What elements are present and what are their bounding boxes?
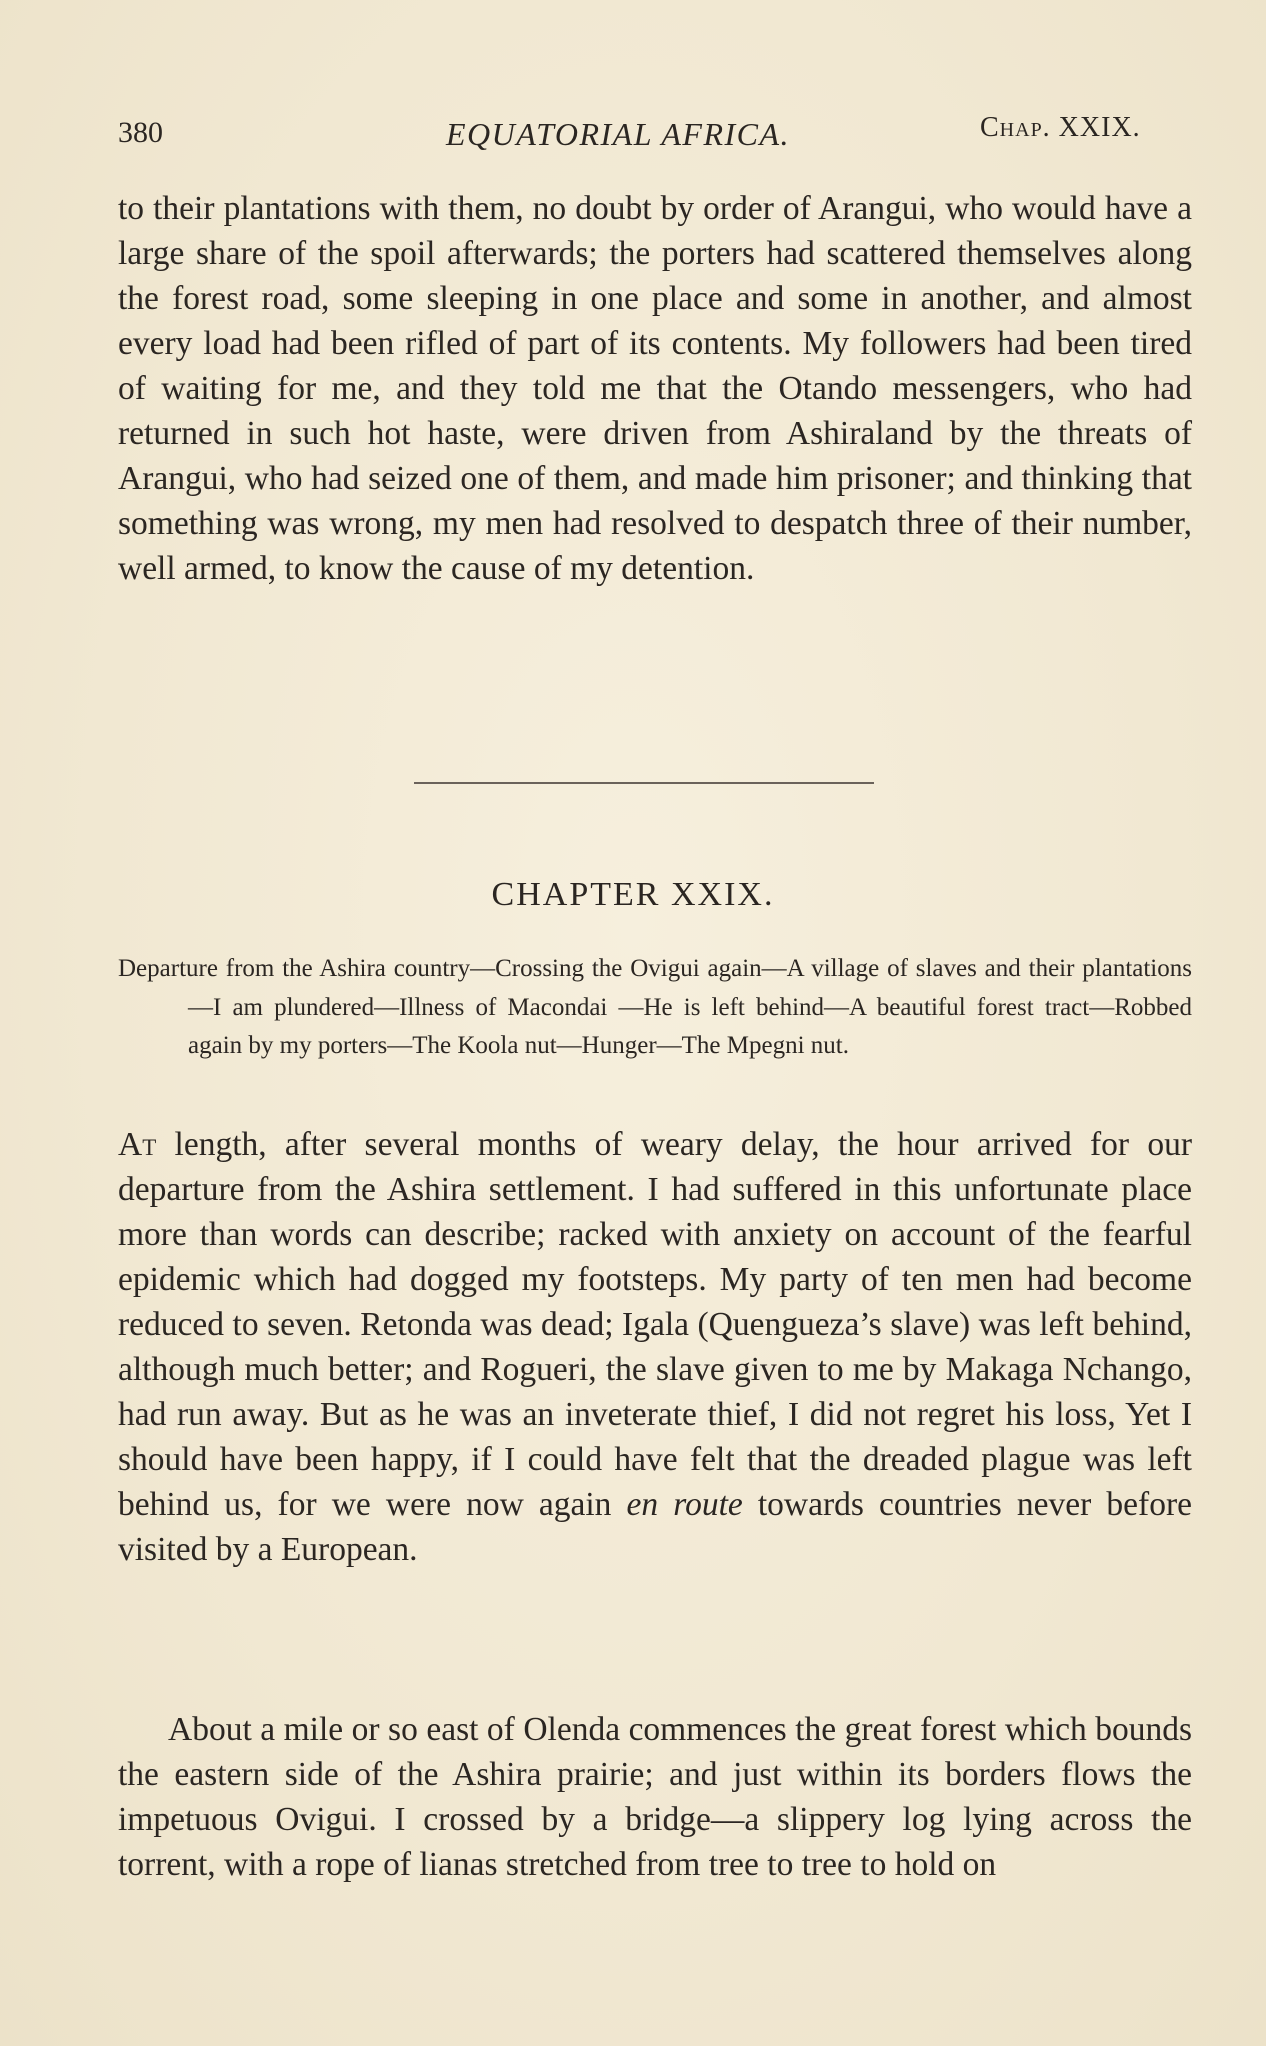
opening-paragraph <box>118 1122 1192 1572</box>
continuation-paragraph: to their plantations with them, no doubt by order of Arangui, who would have a large share of the spoil afterwards; the porters had scattered themselves along the forest road, some sleeping in one place and some in another, and almost every load had been rifled of part of its contents. My followers had been tired of waiting for me, and they told me that the Otando messengers, who had returned in such hot haste, were driven from Ashiraland by the threats of Arangui, who had seized one of them, and made him prisoner; and thinking that something was wrong, my men had resolved to despatch three of their number, well armed, to know the cause of my detention. <box>118 190 1192 587</box>
chapter-label: Chap. XXIX. <box>980 112 1141 143</box>
second-paragraph: About a mile or so east of Olenda commences the great forest which bounds the eastern side of the Ashira prairie; and just within its borders flows the impetuous Ovigui. I crossed by a bridge—a slippery log lying across the torrent, with a rope of lianas stretched from tree to tree to hold on <box>118 1711 1192 1883</box>
section-divider <box>414 782 874 784</box>
chapter-heading: CHAPTER XXIX. <box>491 876 775 913</box>
page-number: 380 <box>118 116 163 149</box>
chapter-synopsis: Departure from the Ashira country—Crossing the Ovigui again—A village of slaves and their plantations—I am plundered—Illness of Macondai —He is left behind—A beautiful forest tract—Robbed again by my porters—The Koola nut—Hunger—The Mpegni nut. <box>118 955 1192 1059</box>
running-head <box>118 112 1198 156</box>
book-title: EQUATORIAL AFRICA. <box>446 116 791 152</box>
opening-paragraph-text-a: length, after several months of weary delay, the hour arrived for our departure from the Ashira settlement. I had suffered in this unfortunate place more than words can describe; racked with anxiety on account of the fearful epidemic which had dogged my footsteps. My party of ten men had become reduced to seven. Retonda was dead; Igala (Quengueza’s slave) was left behind, although much better; and Rogueri, the slave given to me by Makaga Nchango, had run away. But as he was an inveterate thief, I did not regret his loss, Yet I should have been happy, if I could have felt that the dreaded plague was left behind us, for we were now again <box>118 1126 1192 1523</box>
opening-paragraph-italic: en route <box>626 1486 743 1523</box>
opening-paragraph-text-b: towards countries never before visited by a European. <box>118 1486 1192 1568</box>
opening-lead-word: At <box>118 1126 157 1163</box>
